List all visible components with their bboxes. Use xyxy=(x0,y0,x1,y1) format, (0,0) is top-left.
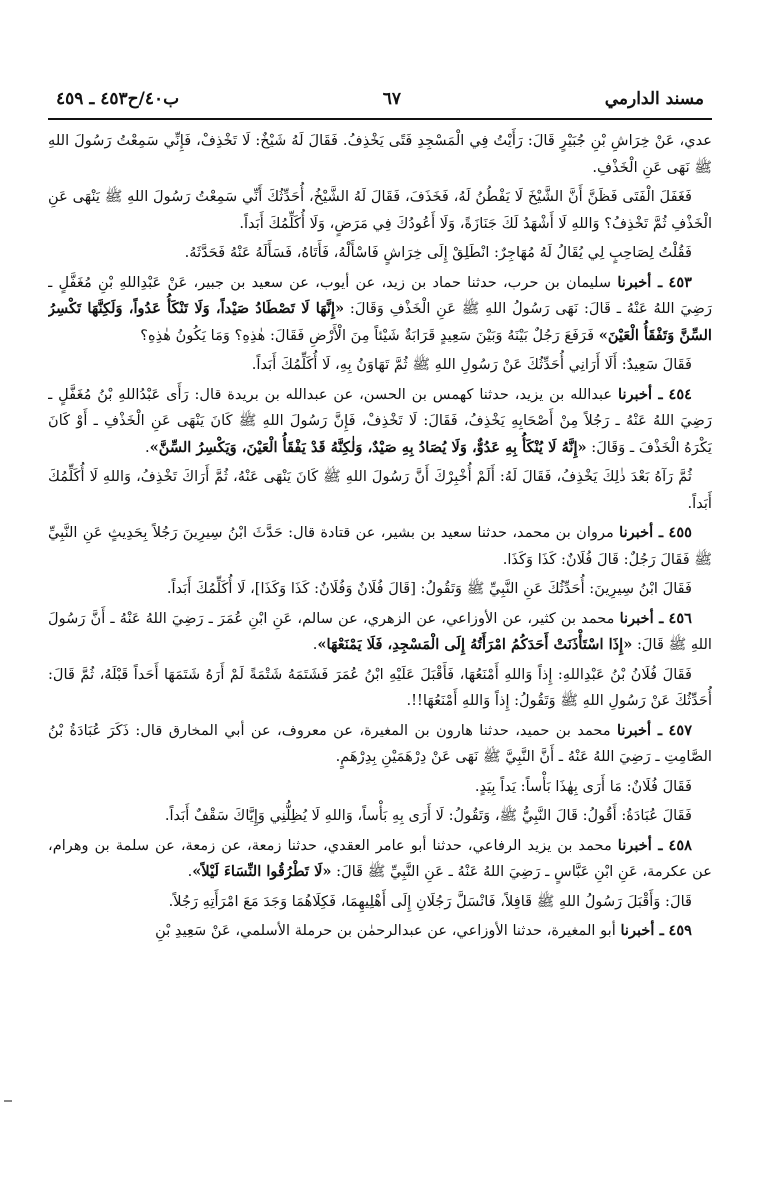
prophetic-quote: «إِنَّهُ لَا يُنْكَأُ بِهِ عَدُوٌّ، وَلَا يُصَادُ بِهِ صَيْدٌ، وَلٰكِنَّهُ قَدْ يَفْقَأُ الْعَيْنَ، وَيَكْسِرُ السِّنَّ» xyxy=(149,438,587,456)
hadith-number: ٤٥٩ xyxy=(668,922,692,939)
paragraph: فَقَالَ سَعِيدٌ: أَلَا أَرَانِي أُحَدِّثُكَ عَنْ رَسُولِ اللهِ ﷺ ثُمَّ تَهَاوَنُ بِهِ، لَا أُكَلِّمُكَ أَبَداً. xyxy=(251,356,692,373)
paragraph: فَقُلْتُ لِصَاحِبٍ لِي يُقَالُ لَهُ مُهَاجِرٌ: انْطَلِقْ إِلَى خِرَاشٍ فَاسْأَلْهُ، فَأَتَاهُ، فَسَأَلَهُ عَنْهُ فَحَدَّثَهُ. xyxy=(184,244,692,261)
hadith-paragraph: ٤٥٦ ـ أخبرنا محمد بن كثير، عن الأوزاعي، عن الزهري، عن سالم، عَنِ ابْنِ عُمَرَ ـ رَضِيَ اللهُ عَنْهُ ـ أَنَّ رَسُولَ اللهِ ﷺ قَالَ: «إِذَا اسْتَأْذَنَتْ أَحَدَكُمُ امْرَأَتُهُ إِلَى الْمَسْجِدِ، فَلَا يَمْنَعْهَا». xyxy=(48,609,712,653)
hadith-paragraph: ٤٥٨ ـ أخبرنا محمد بن يزيد الرفاعي، حدثنا أبو عامر العقدي، حدثنا زمعة، عن زمعة، عن سلمة بن وهرام، عن عكرمة، عَنِ ابْنِ عَبَّاسٍ ـ رَضِيَ اللهُ عَنْهُ ـ عَنِ النَّبِيِّ ﷺ قَالَ: «لَا تَطْرُقُوا النِّسَاءَ لَيْلاً». xyxy=(48,836,712,880)
paragraph: فَقَالَ ابْنُ سِيرِينَ: أُحَدِّثُكَ عَنِ النَّبِيِّ ﷺ وَتَقُولُ: [قَالَ فُلَانٌ وَفُلَانٌ: كَذَا وَكَذَا]، لَا أُكَلِّمُكَ أَبَداً. xyxy=(166,580,692,597)
akhbarana-lead: أخبرنا xyxy=(617,721,652,739)
akhbarana-lead: أخبرنا xyxy=(617,273,652,291)
akhbarana-lead: أخبرنا xyxy=(617,836,652,854)
hadith-paragraph: ٤٥٧ ـ أخبرنا محمد بن حميد، حدثنا هارون بن المغيرة، عن معروف، عن أبي المخارق قال: ذَكَرَ عُبَادَةُ بْنُ الصَّامِتِ ـ رَضِيَ اللهُ عَنْهُ ـ أَنَّ النَّبِيَّ ﷺ نَهَى عَنْ دِرْهَمَيْنِ بِدِرْهَمٍ. xyxy=(48,721,712,765)
hadith-range: ب٤٠/ح٤٥٣ ـ ٤٥٩ xyxy=(56,89,180,109)
page-header xyxy=(56,84,704,114)
hadith-paragraph: ٤٥٤ ـ أخبرنا عبدالله بن يزيد، حدثنا كهمس بن الحسن، عن عبدالله بن بريدة قال: رَأَى عَبْدُاللهِ بْنُ مُغَفَّلٍ ـ رَضِيَ اللهُ عَنْهُ ـ رَجُلاً مِنْ أَصْحَابِهِ يَخْذِفُ، فَقَالَ: لَا تَخْذِفْ، فَإِنَّ رَسُولَ اللهِ ﷺ كَانَ يَنْهَى عَنِ الْخَذْفِ ـ أَوْ كَانَ يَكْرَهُ الْخَذْفَ ـ وَقَالَ: «إِنَّهُ لَا يُنْكَأُ بِهِ عَدُوٌّ، وَلَا يُصَادُ بِهِ صَيْدٌ، وَلٰكِنَّهُ قَدْ يَفْقَأُ الْعَيْنَ، وَيَكْسِرُ السِّنَّ». xyxy=(48,385,712,456)
prophetic-quote: «إِذَا اسْتَأْذَنَتْ أَحَدَكُمُ امْرَأَتُهُ إِلَى الْمَسْجِدِ، فَلَا يَمْنَعْهَا» xyxy=(317,636,633,653)
scan-margin-mark xyxy=(4,1100,12,1102)
hadith-number: ٤٥٥ xyxy=(668,524,692,541)
hadith-paragraph: ٤٥٣ ـ أخبرنا سليمان بن حرب، حدثنا حماد بن زيد، عن أيوب، عن سعيد بن جبير، عَنْ عَبْدِاللهِ بْنِ مُغَفَّلٍ ـ رَضِيَ اللهُ عَنْهُ ـ قَالَ: نَهَى رَسُولُ اللهِ ﷺ عَنِ الْخَذْفِ وَقَالَ: «إِنَّهَا لَا تَصْطَادُ صَيْداً، وَلَا تَنْكَأُ عَدُواً، وَلَكِنَّهَا تَكْسِرُ السِّنَّ وَتَفْقَأُ الْعَيْنَ» فَرَفَعَ رَجُلٌ بَيْنَهُ وَبَيْنَ سَعِيدٍ قَرَابَةٌ شَيْئاً مِنَ الْأَرْضِ فَقَالَ: هٰذِهِ؟ وَمَا يَكُونُ هٰذِهِ؟ xyxy=(48,273,712,344)
page-body xyxy=(48,128,712,1128)
hadith-number: ٤٥٤ xyxy=(668,385,692,403)
page-number: ٦٧ xyxy=(382,89,402,109)
hadith-number: ٤٥٨ xyxy=(668,836,693,854)
prophetic-quote: «إِنَّهَا لَا تَصْطَادُ صَيْداً، وَلَا تَنْكَأُ عَدُواً، وَلَكِنَّهَا تَكْسِرُ السِّنَّ وَتَفْقَأُ الْعَيْنَ» xyxy=(48,300,712,344)
akhbarana-lead: أخبرنا xyxy=(619,609,654,627)
paragraph: فَقَالَ فُلَانُ بْنُ عَبْدِاللهِ: إِذاً وَاللهِ أَمْنَعُهَا، فَأَقْبَلَ عَلَيْهِ ابْنُ عُمَرَ فَشَتَمَهُ شَتْمَةً لَمْ أَرَهُ شَتَمَهَا أَحَداً قَبْلَهُ، ثُمَّ قَالَ: أُحَدِّثُكَ عَنْ رَسُولِ اللهِ ﷺ وَتَقُولُ: إِذاً وَاللهِ أَمْنَعُهَا!!. xyxy=(48,665,712,709)
hadith-paragraph: ٤٥٥ ـ أخبرنا مروان بن محمد، حدثنا سعيد بن بشير، عن قتادة قال: حَدَّثَ ابْنُ سِيرِينَ رَجُلاً بِحَدِيثٍ عَنِ النَّبِيِّ ﷺ فَقَالَ رَجُلٌ: قَالَ فُلَانٌ: كَذَا وَكَذَا. xyxy=(48,524,712,568)
paragraph: فَقَالَ فُلَانٌ: مَا أَرَى بِهٰذَا بَأْساً: يَداً بِيَدٍ. xyxy=(474,777,692,795)
akhbarana-lead: أخبرنا xyxy=(618,385,653,403)
prophetic-quote: «لَا تَطْرُقُوا النِّسَاءَ لَيْلاً» xyxy=(192,863,332,880)
akhbarana-lead: أخبرنا xyxy=(620,922,655,939)
hadith-paragraph: ٤٥٩ ـ أخبرنا أبو المغيرة، حدثنا الأوزاعي، عن عبدالرحمٰن بن حرملة الأسلمي، عَنْ سَعِيدِ بْنِ xyxy=(155,922,692,939)
paragraph: عدي، عَنْ خِرَاشِ بْنِ جُبَيْرٍ قَالَ: رَأَيْتُ فِي الْمَسْجِدِ فَتًى يَخْذِفُ. فَقَالَ لَهُ شَيْخٌ: لَا تَخْذِفْ، فَإِنِّي سَمِعْتُ رَسُولَ اللهِ ﷺ نَهَى عَنِ الْخَذْفِ. xyxy=(48,132,712,176)
paragraph: قَالَ: وَأَقْبَلَ رَسُولُ اللهِ ﷺ قَافِلاً، فَانْسَلَّ رَجُلَانِ إِلَى أَهْلِيهِمَا، فَكِلَاهُمَا وَجَدَ مَعَ امْرَأَتِهِ رَجُلاً. xyxy=(168,892,692,910)
hadith-number: ٤٥٦ xyxy=(668,609,693,627)
paragraph: فَغَفَلَ الْفَتَى فَظَنَّ أَنَّ الشَّيْخَ لَا يَفْطُنُ لَهُ، فَخَذَفَ، فَقَالَ لَهُ الشَّيْخُ، أُحَدِّثُكَ أَنِّي سَمِعْتُ رَسُولَ اللهِ ﷺ يَنْهَى عَنِ الْخَذْفِ ثُمَّ تَخْذِفُ؟ وَاللهِ لَا أَشْهَدُ لَكَ جَنَازَةً، وَلَا أَعُودُكَ فِي مَرَضٍ، وَلَا أُكَلِّمُكَ أَبَداً. xyxy=(48,188,712,232)
akhbarana-lead: أخبرنا xyxy=(619,524,654,541)
hadith-number: ٤٥٣ xyxy=(668,273,692,291)
paragraph: ثُمَّ رَآهُ بَعْدَ ذٰلِكَ يَخْذِفُ، فَقَالَ لَهُ: أَلَمْ أُخْبِرْكَ أَنَّ رَسُولَ اللهِ ﷺ كَانَ يَنْهَى عَنْهُ، ثُمَّ أَرَاكَ تَخْذِفُ، وَاللهِ لَا أُكَلِّمُكَ أَبَداً. xyxy=(48,468,712,512)
book-title: مسند الدارمي xyxy=(604,89,704,109)
paragraph: فَقَالَ عُبَادَةُ: أَقُولُ: قَالَ النَّبِيُّ ﷺ، وَتَقُولُ: لَا أَرَى بِهِ بَأْساً، وَاللهِ لَا يُظِلُّنِي وَإِيَّاكَ سَقْفٌ أَبَداً. xyxy=(164,807,692,824)
header-divider xyxy=(48,118,712,120)
hadith-number: ٤٥٧ xyxy=(668,721,693,739)
